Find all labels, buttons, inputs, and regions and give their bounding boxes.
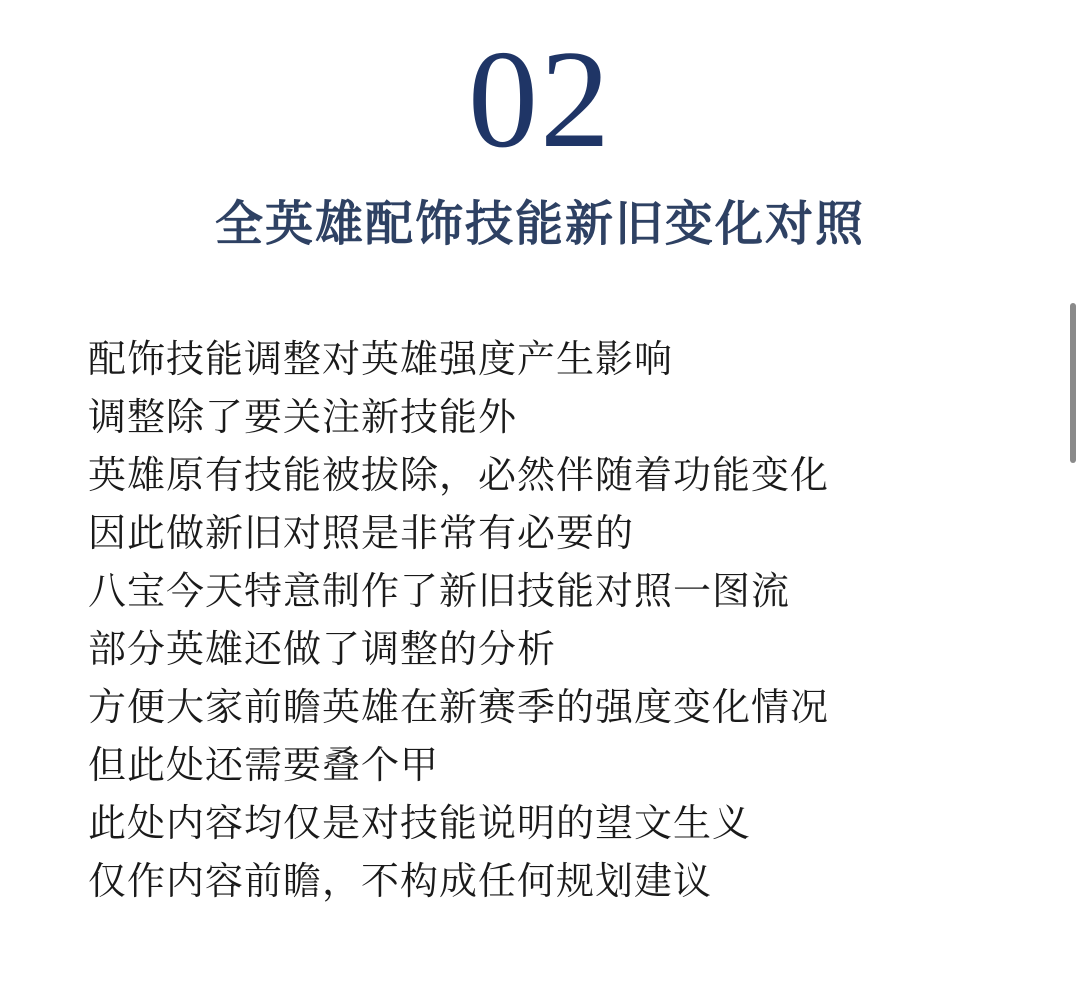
section-number: 02 (468, 22, 612, 177)
body-line: 八宝今天特意制作了新旧技能对照一图流 (88, 569, 791, 613)
scrollbar-thumb[interactable] (1070, 303, 1076, 463)
body-line: 因此做新旧对照是非常有必要的 (88, 511, 635, 555)
scrollbar[interactable] (1066, 0, 1080, 984)
body-line: 此处内容均仅是对技能说明的望文生义 (88, 801, 752, 845)
body-line: 部分英雄还做了调整的分析 (88, 627, 557, 671)
body-line: 配饰技能调整对英雄强度产生影响 (88, 337, 674, 381)
body-line: 调整除了要关注新技能外 (88, 395, 518, 439)
body-line: 但此处还需要叠个甲 (88, 743, 440, 787)
article-body (88, 330, 1028, 910)
body-line: 方便大家前瞻英雄在新赛季的强度变化情况 (88, 685, 830, 729)
section-title: 全英雄配饰技能新旧变化对照 (214, 196, 865, 252)
body-line: 英雄原有技能被拔除，必然伴随着功能变化 (88, 453, 830, 497)
body-line: 仅作内容前瞻，不构成任何规划建议 (88, 859, 713, 903)
